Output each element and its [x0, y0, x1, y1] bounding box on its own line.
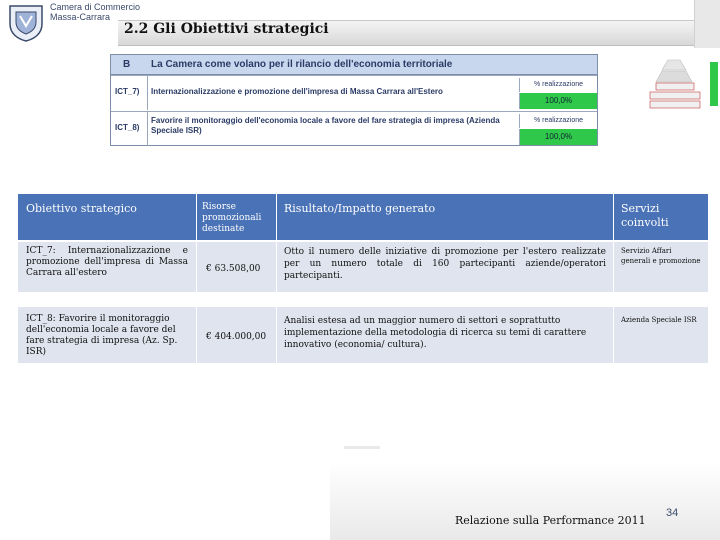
- cell-risultato: Analisi estesa ad un maggior numero di settori e soprattutto implementazione della metodologia di ricerca su temi di carattere innovativo (economia/ cultura).: [284, 316, 587, 350]
- divider: [344, 446, 380, 449]
- footer-text: Relazione sulla Performance 2011: [455, 514, 646, 527]
- column-header-obiettivo: Obiettivo strategico: [26, 202, 137, 215]
- summary-pct-value: 100,0%: [519, 129, 597, 145]
- page-number: 34: [666, 507, 679, 519]
- summary-row: [111, 111, 597, 145]
- cell-obiettivo: ICT_8: Favorire il monitoraggio dell'economia locale a favore del fare strategia di impresa (Az. Sp. ISR): [26, 314, 178, 357]
- footer-bar: [330, 462, 720, 540]
- cell-risorse: € 404.000,00: [206, 332, 267, 342]
- summary-table: [110, 54, 598, 146]
- chamber-logo: [6, 2, 46, 42]
- cell-servizi: Servizio Affari generali e promozione: [621, 247, 701, 265]
- cell-servizi: Azienda Speciale ISR: [621, 316, 697, 324]
- pyramid-diagram-thumbnail: [638, 56, 720, 114]
- corner-decoration: [694, 0, 720, 48]
- logo-text: Camera di Commercio Massa-Carrara: [50, 2, 141, 22]
- summary-heading: La Camera come volano per il rilancio dell'economia territoriale: [151, 59, 453, 70]
- summary-pct-label: % realizzazione: [519, 78, 597, 92]
- column-header-servizi: Servizi coinvolti: [621, 202, 669, 229]
- summary-header: [111, 55, 597, 75]
- summary-pct-value: 100,0%: [519, 93, 597, 109]
- cell-obiettivo: ICT_7: Internazionalizzazione e promozione dell'impresa di Massa Carrara all'estero: [26, 246, 188, 278]
- summary-pct-label: % realizzazione: [519, 114, 597, 128]
- summary-row-description: Internazionalizzazione e promozione dell'impresa di Massa Carrara all'Estero: [151, 87, 443, 96]
- table-header: [18, 194, 708, 240]
- cell-risorse: € 63.508,00: [206, 264, 261, 274]
- page-title: 2.2 Gli Obiettivi strategici: [124, 21, 329, 37]
- summary-letter: B: [123, 59, 131, 70]
- summary-row-description: Favorire il monitoraggio dell'economia locale a favore del fare strategia di impresa (Azienda Speciale ISR): [151, 116, 500, 135]
- summary-row-code: ICT_7): [115, 87, 140, 96]
- cell-risultato: Otto il numero delle iniziative di promozione per l'estero realizzate per un numero totale di 160 partecipanti aziende/operatori partecipanti.: [284, 247, 606, 281]
- summary-row: [111, 75, 597, 109]
- column-header-risorse: Risorse promozionali destinate: [202, 202, 262, 234]
- column-header-risultato: Risultato/Impatto generato: [284, 202, 436, 215]
- summary-row-code: ICT_8): [115, 123, 140, 132]
